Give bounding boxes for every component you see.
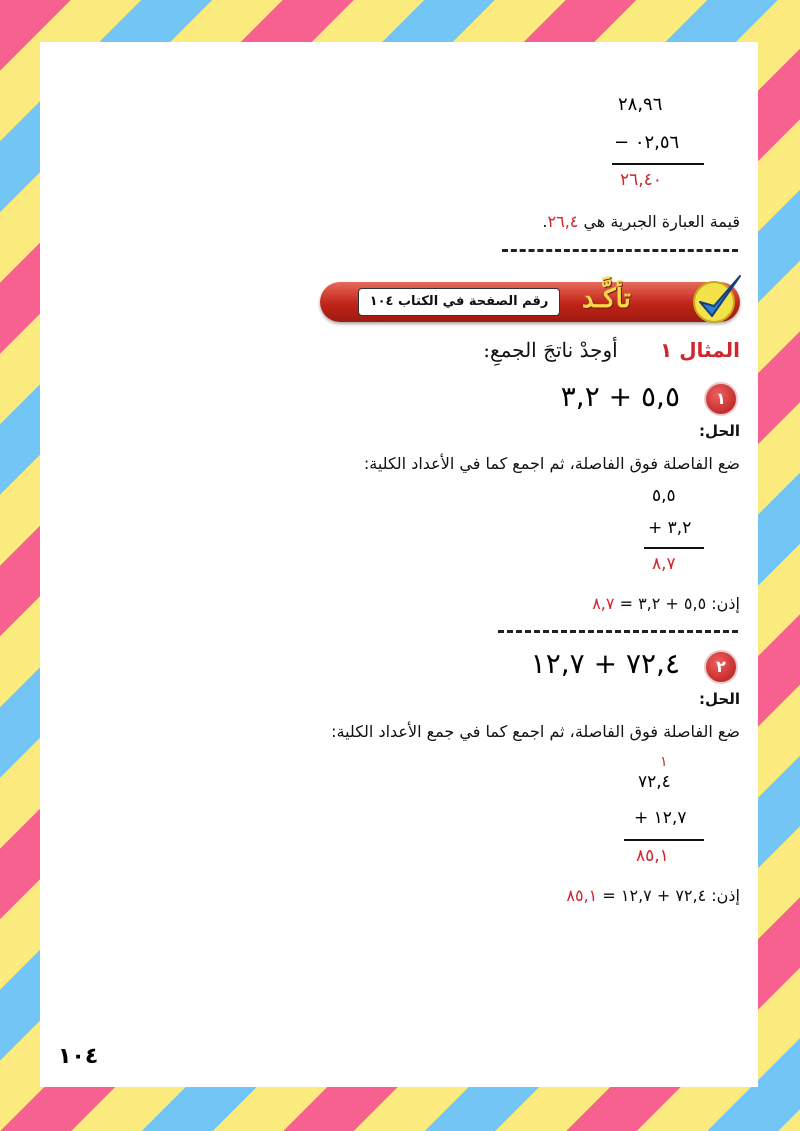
problem-1-expression: ٥,٥ + ٣,٢ [560, 380, 680, 413]
example-label: المثال ١ [660, 338, 740, 362]
problem-2-line-1: ٧٢,٤ [638, 772, 671, 792]
banner-title: تأكَّـد [582, 284, 631, 314]
confirm-banner [320, 282, 740, 322]
problem-1-conclusion [592, 594, 740, 613]
problem-1-badge: ١ [704, 382, 738, 416]
problem-2-conclusion [566, 886, 740, 905]
page-sheet [40, 42, 758, 1087]
example-prompt: أوجدْ ناتجَ الجمعِ: [483, 338, 618, 362]
problem-2-rule [624, 839, 704, 841]
problem-1-rule [644, 547, 704, 549]
problem-2-conclusion-prefix: إذن: ٧٢,٤ + ١٢,٧ = [602, 886, 740, 905]
problem-2-carry: ١ [660, 754, 668, 770]
book-page-reference: رقم الصفحة في الكتاب ١٠٤ [358, 288, 560, 316]
divider-2 [498, 630, 738, 633]
problem-1-result: ٨,٧ [652, 554, 676, 574]
problem-1-line-2: ٣,٢ + [648, 518, 692, 538]
problem-2-conclusion-value: ٨٥,١ [566, 886, 598, 905]
sub-result: ٢٦,٤٠ [620, 170, 662, 190]
problem-2-badge: ٢ [704, 650, 738, 684]
example-header [483, 338, 740, 362]
sub-statement-suffix: . [542, 212, 548, 231]
problem-2-instruction: ضع الفاصلة فوق الفاصلة، ثم اجمع كما في جمع الأعداد الكلية: [331, 722, 740, 741]
problem-2-line-2: ١٢,٧ + [634, 808, 687, 828]
sub-rule [612, 163, 704, 165]
problem-1-line-1: ٥,٥ [652, 486, 676, 506]
problem-2-result: ٨٥,١ [636, 846, 669, 866]
problem-1-conclusion-value: ٨,٧ [592, 594, 615, 613]
sub-statement-value: ٢٦,٤ [547, 212, 579, 231]
sub-statement-prefix: قيمة العبارة الجبرية هي [583, 212, 740, 231]
checkmark-icon [688, 272, 744, 326]
problem-1-instruction: ضع الفاصلة فوق الفاصلة، ثم اجمع كما في الأعداد الكلية: [363, 454, 740, 473]
sub-statement [542, 212, 740, 231]
problem-2-expression: ٧٢,٤ + ١٢,٧ [530, 647, 680, 680]
page-number: ١٠٤ [58, 1044, 99, 1069]
sub-line-2: ٠٢,٥٦ − [614, 132, 680, 153]
divider-1 [502, 249, 738, 252]
problem-1-solution-label: الحل: [699, 422, 740, 440]
problem-2-solution-label: الحل: [699, 690, 740, 708]
sub-line-1: ٢٨,٩٦ [618, 94, 663, 115]
problem-1-conclusion-prefix: إذن: ٥,٥ + ٣,٢ = [619, 594, 740, 613]
